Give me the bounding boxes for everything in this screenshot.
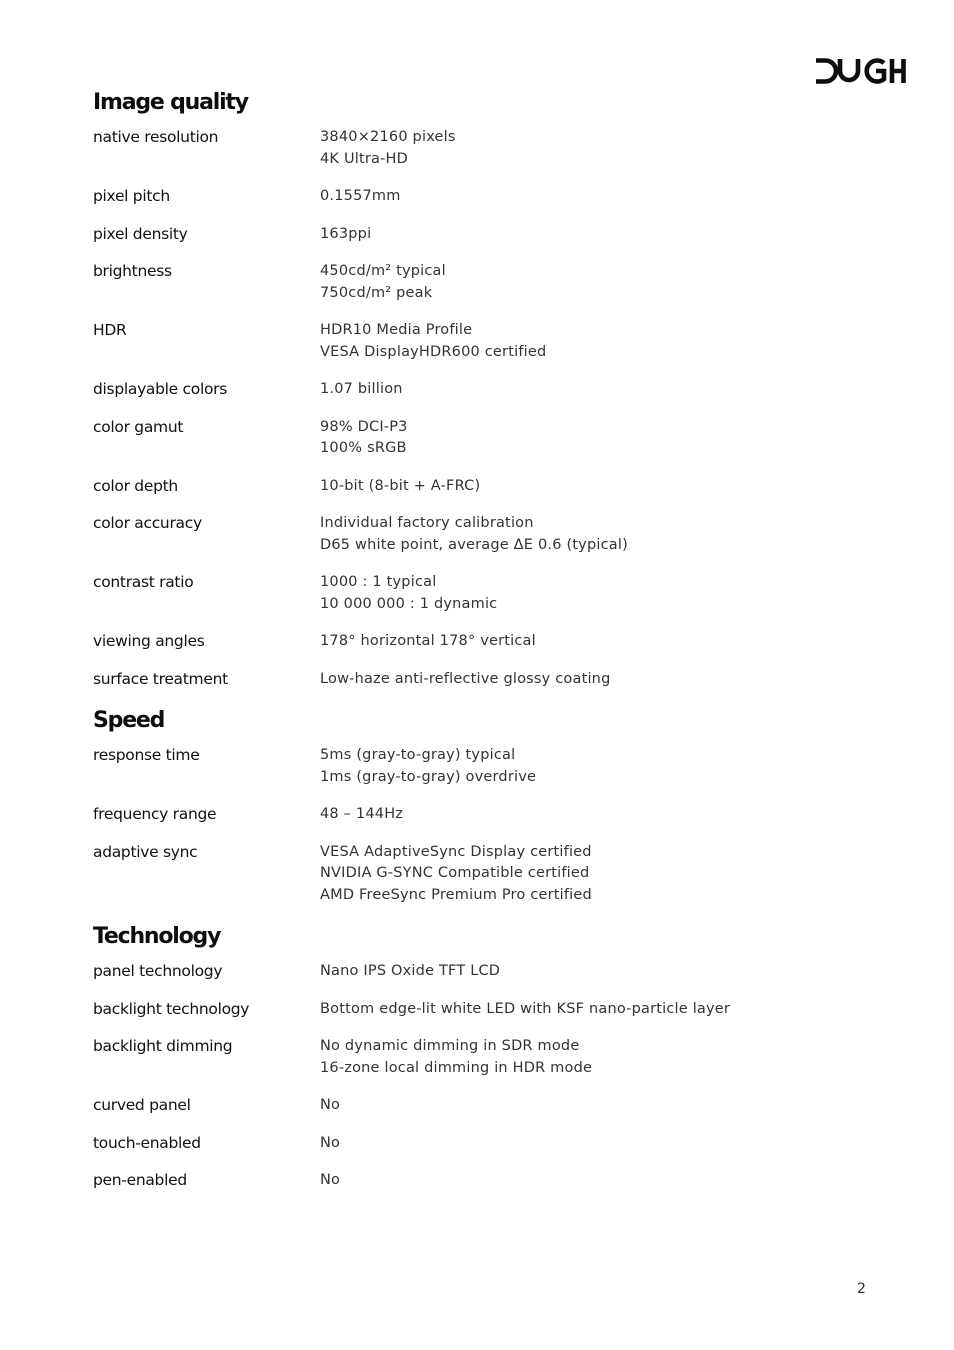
spec-row-viewing-angles bbox=[93, 631, 893, 653]
spec-value bbox=[320, 1170, 340, 1192]
spec-row-touch-enabled bbox=[93, 1133, 893, 1155]
spec-value-line: NVIDIA G-SYNC Compatible certified bbox=[320, 865, 590, 881]
spec-row-color-gamut bbox=[93, 417, 893, 460]
spec-value-line: No bbox=[320, 1097, 341, 1113]
section-speed bbox=[93, 706, 893, 906]
page-number: 2 bbox=[857, 1281, 866, 1297]
spec-row-displayable-colors bbox=[93, 379, 893, 401]
spec-row-backlight-dimming bbox=[93, 1036, 893, 1079]
spec-value-line: 163ppi bbox=[320, 225, 372, 242]
spec-value bbox=[320, 224, 371, 246]
spec-value bbox=[320, 320, 546, 363]
spec-row-color-accuracy bbox=[93, 513, 893, 556]
spec-value-line: VESA DisplayHDR600 certified bbox=[320, 343, 547, 360]
spec-value bbox=[320, 1095, 340, 1117]
spec-value-line: 48 – 144Hz bbox=[320, 806, 404, 822]
spec-label: response time bbox=[93, 746, 200, 764]
spec-row-pixel-density bbox=[93, 224, 893, 246]
spec-row-response-time bbox=[93, 745, 893, 788]
spec-label: contrast ratio bbox=[93, 573, 194, 591]
spec-label: brightness bbox=[93, 262, 172, 280]
spec-label: surface treatment bbox=[93, 669, 228, 688]
spec-value-line: Low-haze anti-reflective glossy coating bbox=[320, 670, 611, 687]
spec-row-surface-treatment bbox=[93, 669, 893, 691]
section-title: Image quality bbox=[93, 90, 248, 115]
spec-value-line: No dynamic dimming in SDR mode bbox=[320, 1038, 580, 1054]
spec-value bbox=[320, 127, 456, 170]
spec-value-line: 10 000 000 : 1 dynamic bbox=[320, 595, 498, 612]
spec-value-line: 0.1557mm bbox=[320, 188, 401, 204]
spec-value bbox=[320, 669, 610, 691]
spec-value-line: VESA AdaptiveSync Display certified bbox=[320, 843, 592, 860]
spec-value-line: AMD FreeSync Premium Pro certified bbox=[320, 886, 592, 903]
spec-value bbox=[320, 842, 592, 907]
spec-value bbox=[320, 631, 536, 653]
spec-value bbox=[320, 745, 536, 788]
spec-label: pen-enabled bbox=[93, 1171, 187, 1189]
spec-value-line: 5ms (gray-to-gray) typical bbox=[320, 747, 516, 763]
spec-value bbox=[320, 961, 500, 983]
spec-row-brightness bbox=[93, 261, 893, 304]
spec-label: backlight technology bbox=[93, 999, 250, 1018]
spec-label: native resolution bbox=[93, 128, 219, 146]
section-title: Speed bbox=[93, 708, 165, 733]
spec-row-panel-technology bbox=[93, 961, 893, 983]
spec-row-curved-panel bbox=[93, 1095, 893, 1117]
dough-logo bbox=[816, 57, 906, 85]
spec-value bbox=[320, 804, 403, 826]
spec-value-line: 10-bit (8-bit + A-FRC) bbox=[320, 477, 481, 494]
spec-value-line: HDR10 Media Profile bbox=[320, 322, 473, 338]
spec-label: frequency range bbox=[93, 805, 217, 823]
spec-value-line: 98% DCI-P3 bbox=[320, 418, 408, 435]
spec-label: adaptive sync bbox=[93, 842, 198, 861]
spec-label: color depth bbox=[93, 476, 178, 495]
spec-value-line: 4K Ultra-HD bbox=[320, 150, 409, 167]
spec-value-line: 450cd/m² typical bbox=[320, 263, 446, 279]
spec-value-line: Bottom edge-lit white LED with KSF nano-particle layer bbox=[320, 1000, 731, 1017]
spec-value bbox=[320, 476, 480, 498]
spec-value bbox=[320, 572, 497, 615]
section-image-quality bbox=[93, 88, 893, 690]
spec-value-line: 100% sRGB bbox=[320, 440, 407, 456]
spec-row-contrast-ratio bbox=[93, 572, 893, 615]
spec-row-native-resolution bbox=[93, 127, 893, 170]
spec-row-frequency-range bbox=[93, 804, 893, 826]
spec-value-line: 16-zone local dimming in HDR mode bbox=[320, 1059, 593, 1076]
spec-value bbox=[320, 186, 401, 208]
spec-label: pixel density bbox=[93, 224, 188, 243]
spec-value bbox=[320, 379, 403, 401]
spec-value-line: D65 white point, average ΔE 0.6 (typical) bbox=[320, 536, 628, 553]
spec-label: color accuracy bbox=[93, 514, 202, 532]
spec-row-hdr bbox=[93, 320, 893, 363]
spec-value-line: 1000 : 1 typical bbox=[320, 574, 437, 590]
section-title: Technology bbox=[93, 924, 221, 949]
spec-value-line: No bbox=[320, 1172, 341, 1188]
spec-value-line: 1ms (gray-to-gray) overdrive bbox=[320, 768, 537, 785]
spec-value-line: 1.07 billion bbox=[320, 381, 403, 397]
spec-row-backlight-technology bbox=[93, 999, 893, 1021]
spec-label: HDR bbox=[93, 321, 127, 339]
spec-label: color gamut bbox=[93, 417, 184, 436]
spec-row-adaptive-sync bbox=[93, 842, 893, 907]
spec-value-line: No bbox=[320, 1134, 341, 1151]
spec-value bbox=[320, 261, 446, 304]
spec-label: panel technology bbox=[93, 962, 223, 980]
spec-label: curved panel bbox=[93, 1096, 191, 1114]
spec-row-pen-enabled bbox=[93, 1170, 893, 1192]
spec-value bbox=[320, 999, 730, 1021]
spec-label: pixel pitch bbox=[93, 187, 170, 205]
section-technology bbox=[93, 922, 893, 1192]
spec-label: displayable colors bbox=[93, 380, 227, 398]
spec-label: viewing angles bbox=[93, 632, 205, 650]
spec-value bbox=[320, 1036, 592, 1079]
spec-value-line: Nano IPS Oxide TFT LCD bbox=[320, 963, 501, 979]
spec-value-line: Individual factory calibration bbox=[320, 515, 534, 531]
spec-value-line: 750cd/m² peak bbox=[320, 284, 433, 301]
spec-value bbox=[320, 513, 628, 556]
spec-value bbox=[320, 417, 408, 460]
spec-value bbox=[320, 1133, 340, 1155]
spec-value-line: 178° horizontal 178° vertical bbox=[320, 633, 536, 649]
spec-row-color-depth bbox=[93, 476, 893, 498]
spec-value-line: 3840×2160 pixels bbox=[320, 129, 456, 145]
spec-sheet bbox=[93, 88, 893, 1208]
spec-label: touch-enabled bbox=[93, 1133, 201, 1152]
spec-label: backlight dimming bbox=[93, 1037, 233, 1055]
spec-row-pixel-pitch bbox=[93, 186, 893, 208]
